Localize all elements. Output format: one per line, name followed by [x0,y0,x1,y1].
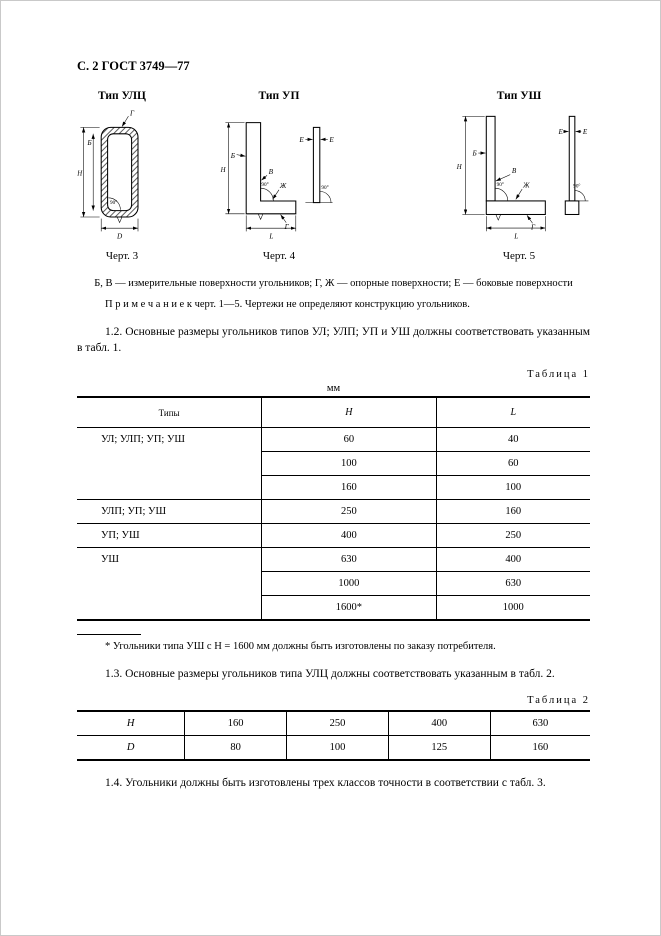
table-cell-name: H [77,711,185,736]
table-row [77,548,590,572]
table-cell-type: УП; УШ [77,524,262,548]
footnote-rule [77,634,141,635]
table-cell-l: 40 [436,428,590,452]
table-cell: 125 [388,736,490,761]
table1-unit: мм [326,383,341,395]
label-e-left: Е [299,135,304,144]
table-row [77,428,590,452]
label-e-right: Е [329,135,334,144]
table-cell-h: 100 [262,452,436,476]
label-90: 90° [261,181,269,188]
table-cell: 100 [287,736,389,761]
table-cell-h: 630 [262,548,436,572]
label-g: Г [284,223,289,231]
table-cell: 250 [287,711,389,736]
table-cell-type: УЛ; УЛП; УП; УШ [77,428,262,500]
label-l: L [269,232,274,241]
figure-ush-caption: Черт. 5 [502,250,536,262]
label-b: Б [87,139,92,147]
table-cell-h: 1000 [262,572,436,596]
ush-drawing [448,105,590,245]
figure-ulc-caption: Черт. 3 [105,250,139,262]
label-zh: Ж [522,181,530,190]
table-cell: 400 [388,711,490,736]
table-cell-l: 100 [436,476,590,500]
table-cell: 80 [185,736,287,761]
figure-ush-title: Тип УШ [496,90,542,102]
figure-ulc [77,90,167,262]
ulc-outline [101,127,138,217]
table1-footnote: * Угольники типа УШ с H = 1600 мм должны быть изготовлены по заказу потребителя. [105,641,496,653]
table-cell: 160 [185,711,287,736]
label-b: Б [472,149,477,158]
label-zh: Ж [279,182,287,191]
table-cell-l: 400 [436,548,590,572]
table-cell-h: 400 [262,524,436,548]
paragraph-1-3: 1.3. Основные размеры угольников типа УЛЦ должны соответствовать указанным в табл. 2. [105,668,555,681]
label-90: 90° [110,200,118,207]
figure-up-title: Тип УП [258,90,300,102]
table1-label: Таблица 1 [527,369,590,381]
label-h: H [456,164,462,172]
table-cell-l: 630 [436,572,590,596]
table1-header-row [77,397,590,428]
label-h: H [77,170,83,178]
figure-ush [448,90,590,262]
label-v: В [268,167,273,176]
label-h: H [220,167,226,175]
figure-up [219,90,339,262]
table-1 [77,396,590,621]
up-drawing [219,105,339,245]
table-2 [77,710,590,761]
label-v: В [511,167,517,176]
table1-header-types: Типы [77,397,262,428]
ush-labels [456,128,588,241]
table-cell-h: 160 [262,476,436,500]
surfaces-note: Б, В — измерительные поверхности угольников; Г, Ж — опорные поверхности; Е — боковые поверхности [94,278,573,289]
table-cell: 160 [532,742,549,754]
label-e-right: Е [582,127,588,136]
table-cell-type: УШ [77,548,262,621]
table-row [77,500,590,524]
label-g: Г [130,109,135,118]
table-cell-l: 60 [436,452,590,476]
label-g: Г [530,223,536,232]
table-cell-h: 250 [262,500,436,524]
label-l: L [514,232,519,241]
table2-label: Таблица 2 [527,695,590,707]
up-outline [246,123,320,214]
label-90-side: 90° [321,185,329,191]
table1-header-l: L [436,397,590,428]
table-cell-h: 60 [262,428,436,452]
label-90-side: 90° [573,183,581,190]
table-cell-l: 1000 [436,596,590,621]
page-header: С. 2 ГОСТ 3749—77 [77,59,190,73]
figure-up-caption: Черт. 4 [262,250,296,262]
figures-row [77,90,590,262]
paragraph-1-4: 1.4. Угольники должны быть изготовлены трех классов точности в соответствии с табл. 3. [105,777,546,790]
table-cell-name: D [77,736,185,761]
label-b: Б [230,151,235,160]
table1-header-h: H [262,397,436,428]
ush-outline [486,116,579,214]
figure-ulc-title: Тип УЛЦ [98,90,146,102]
label-e-left: Е [558,127,563,136]
table-row [77,711,590,736]
label-d: D [116,232,123,241]
ulc-drawing [77,105,167,245]
table-cell-l: 160 [436,500,590,524]
paragraph-1-2: 1.2. Основные размеры угольников типов УЛ; УЛП; УП и УШ должны соответствовать указанным в табл. 1. [77,326,590,355]
label-90: 90° [496,181,504,188]
table-row [77,524,590,548]
table-cell-h: 1600* [262,596,436,621]
drawings-note: П р и м е ч а н и е к черт. 1—5. Чертежи не определяют конструкцию угольников. [105,299,470,310]
table-cell-l: 250 [436,524,590,548]
table-cell: 630 [490,711,590,736]
table-row [77,736,590,761]
table-cell-type: УЛП; УП; УШ [77,500,262,524]
